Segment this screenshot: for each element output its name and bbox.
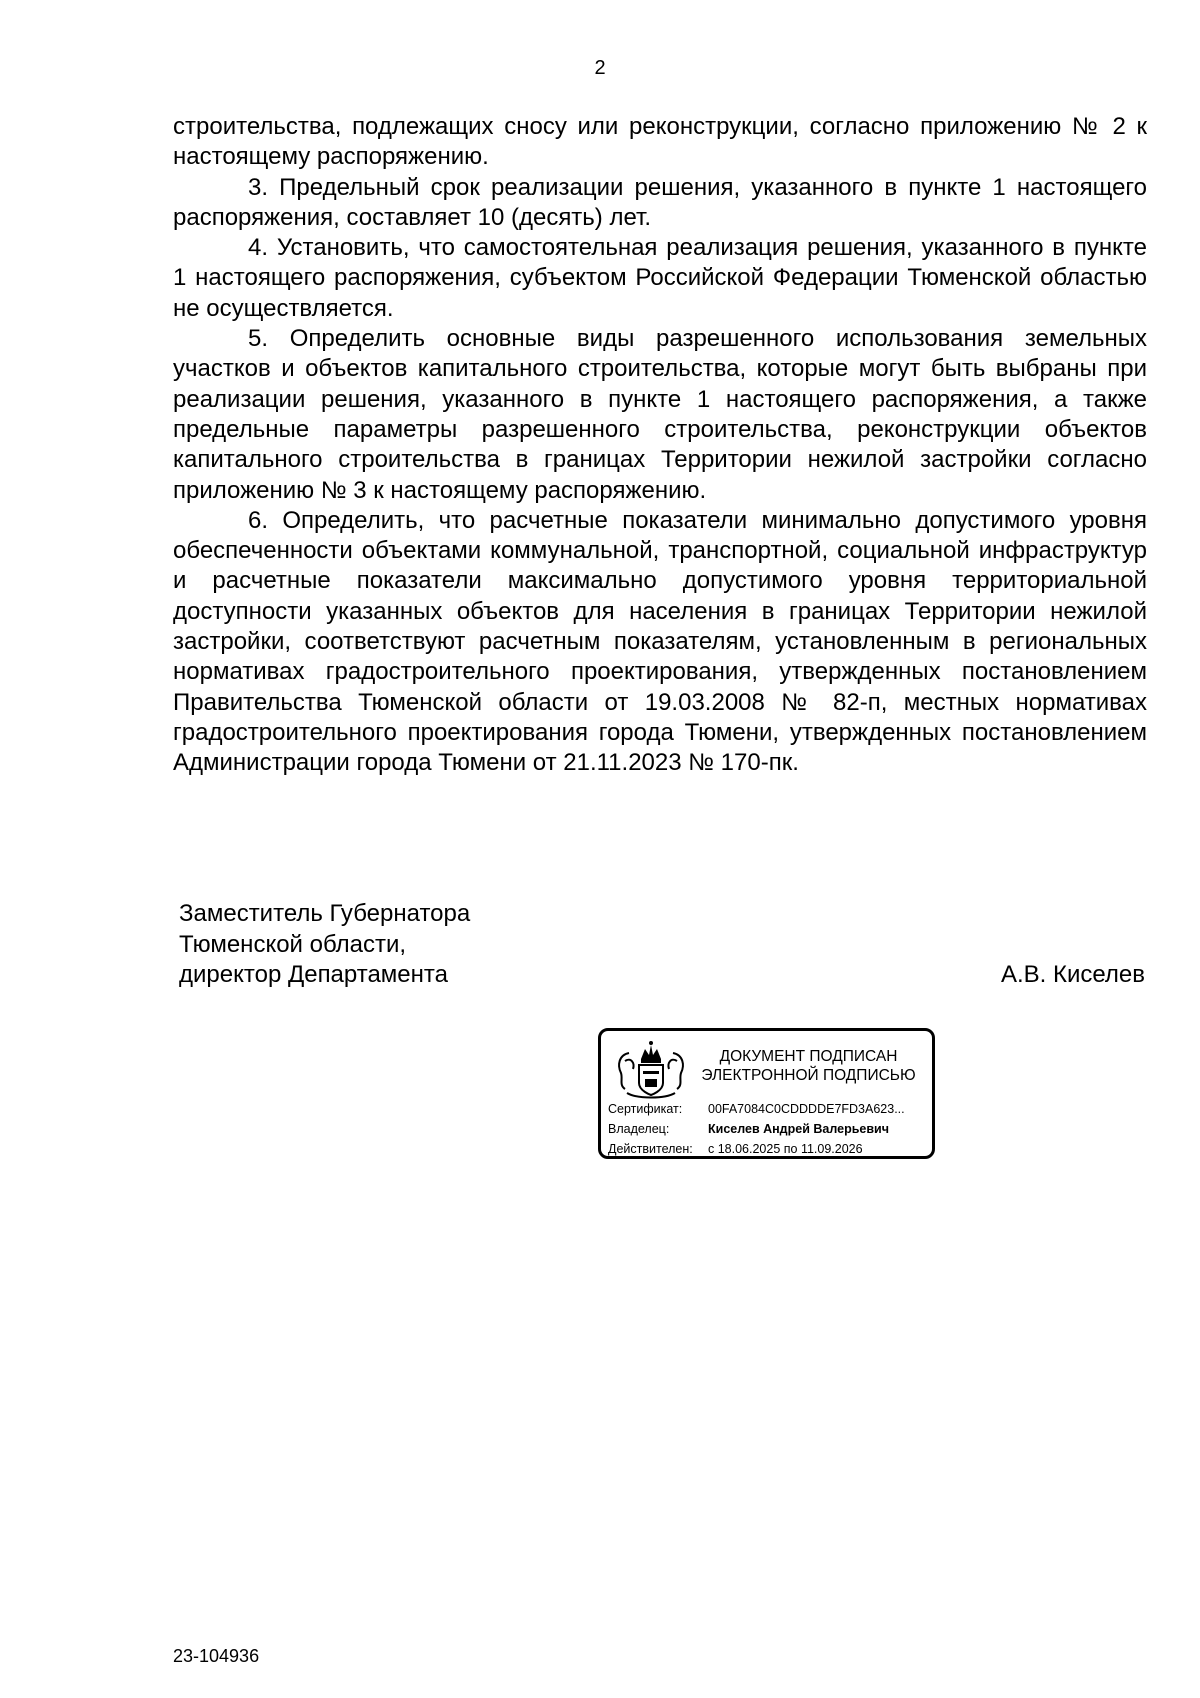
owner-value: Киселев Андрей Валерьевич: [708, 1122, 889, 1136]
document-body: [173, 112, 1147, 779]
certificate-value: 00FA7084C0CDDDDE7FD3A623...: [708, 1102, 905, 1116]
stamp-title: [691, 1047, 926, 1085]
paragraph-item-6: 6. Определить, что расчетные показатели минимально допустимого уровня обеспеченности объектами коммунальной, транспортной, социальной инфраструктур и расчетные показатели максимально допустимого уровня территориальной доступности указанных объектов для населения в границах Территории нежилой застройки, соответствуют расчетным показателям, установленным в региональных нормативах градостроительного проектирования, утвержденных постановлением Правительства Тюменской области от 19.03.2008 № 82-п, местных нормативах градостроительного проектирования города Тюмени, утвержденных постановлением Администрации города Тюмени от 21.11.2023 № 170-пк.: [173, 506, 1147, 777]
stamp-certificate-row: [608, 1101, 905, 1117]
position-line: Тюменской области,: [179, 930, 407, 958]
stamp-title-line: ДОКУМЕНТ ПОДПИСАН: [719, 1048, 898, 1065]
owner-label: Владелец:: [608, 1122, 670, 1136]
document-code: 23-104936: [173, 1646, 260, 1666]
coat-of-arms-icon: [611, 1039, 691, 1103]
electronic-signature-stamp: [598, 1028, 935, 1159]
certificate-label: Сертификат:: [608, 1102, 683, 1116]
stamp-owner-row: [608, 1121, 889, 1137]
validity-label: Действителен:: [608, 1142, 693, 1156]
stamp-title-line: ЭЛЕКТРОННОЙ ПОДПИСЬЮ: [701, 1067, 916, 1084]
paragraph-item-3: 3. Предельный срок реализации решения, указанного в пункте 1 настоящего распоряжения, составляет 10 (десять) лет.: [173, 173, 1147, 231]
paragraph-item-4: 4. Установить, что самостоятельная реализация решения, указанного в пункте 1 настоящего распоряжения, субъектом Российской Федерации Тюменской областью не осуществляется.: [173, 234, 1147, 322]
position-line: Заместитель Губернатора: [179, 900, 471, 927]
validity-value: с 18.06.2025 по 11.09.2026: [708, 1142, 863, 1156]
page-number: 2: [594, 57, 606, 79]
signatory-name: А.В. Киселев: [1000, 961, 1145, 988]
position-line: директор Департамента: [179, 961, 448, 988]
signatory-position: [179, 899, 470, 991]
stamp-validity-row: [608, 1141, 863, 1157]
paragraph-item-5: 5. Определить основные виды разрешенного использования земельных участков и объектов капитального строительства, которые могут быть выбраны при реализации решения, указанного в пункте 1 настоящего распоряжения, а также предельные параметры разрешенного строительства, реконструкции объектов капитального строительства в границах Территории нежилой застройки согласно приложению № 3 к настоящему распоряжению.: [173, 325, 1147, 504]
paragraph-continuation: строительства, подлежащих сносу или реконструкции, согласно приложению № 2 к настоящему распоряжению.: [173, 113, 1147, 171]
